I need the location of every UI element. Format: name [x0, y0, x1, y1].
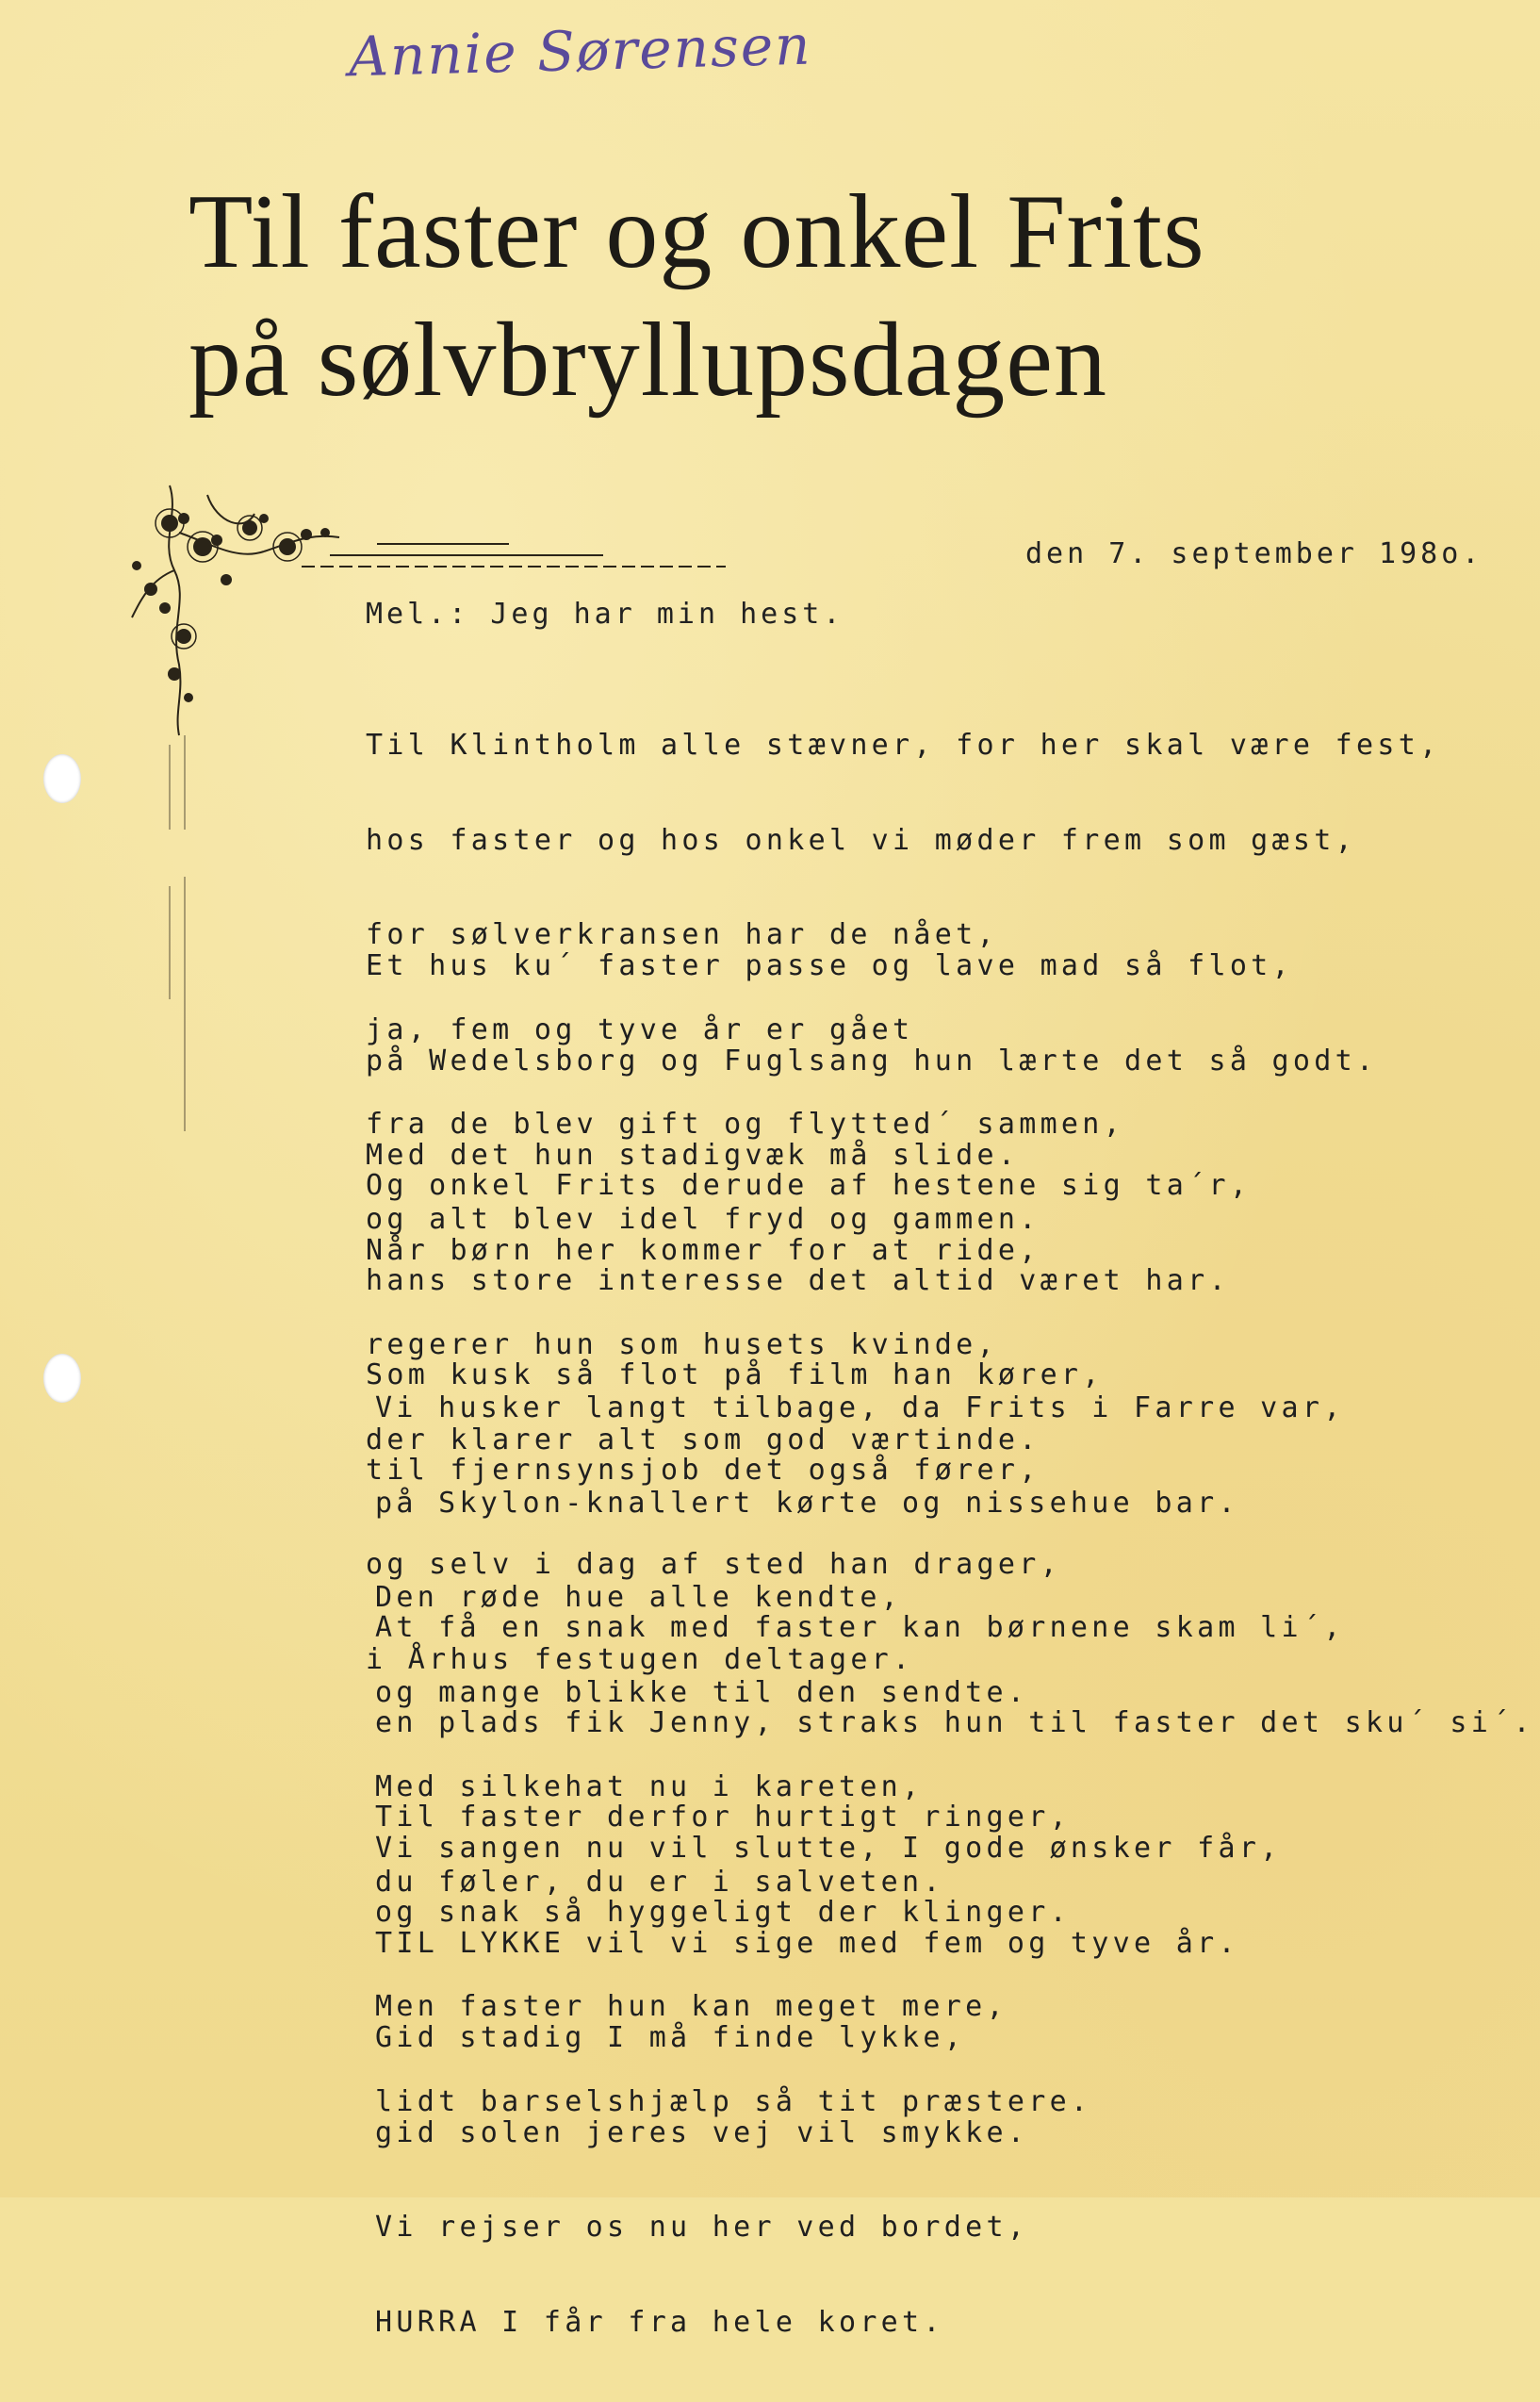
verse-line: Med det hun stadigvæk må slide. [366, 1139, 1020, 1172]
handwritten-signature: Annie Sørensen [348, 12, 813, 90]
title-line-2: på sølvbryllupsdagen [188, 302, 1107, 419]
verse-line: Til faster derfor hurtigt ringer, [375, 1801, 1071, 1834]
verse-line: Vi husker langt tilbage, da Frits i Farre var, [375, 1391, 1345, 1424]
verse-line: og alt blev idel fryd og gammen. [366, 1202, 1040, 1236]
verse-line: du føler, du er i salveten. [375, 1865, 944, 1899]
margin-rule [0, 0, 207, 1320]
punch-hole-top [43, 754, 81, 803]
title-line-1: Til faster og onkel Frits [188, 173, 1205, 290]
verse-line: Den røde hue alle kendte, [375, 1581, 903, 1614]
verse-line: og selv i dag af sted han drager, [366, 1548, 1061, 1581]
verse-line: Gid stadig I må finde lykke, [375, 2021, 966, 2054]
verse-line: lidt barselshjælp så tit præstere. [375, 2084, 1092, 2118]
document-date: den 7. september 198o. [1025, 537, 1483, 570]
verse-line: til fjernsynsjob det også fører, [366, 1453, 1040, 1487]
verse-line: på Skylon-knallert kørte og nissehue bar. [375, 1486, 1239, 1520]
verse-line: fra de blev gift og flytted´ sammen, [366, 1108, 1125, 1141]
verse-line: Når børn her kommer for at ride, [366, 1233, 1040, 1267]
verse-line: HURRA I får fra hele koret. [375, 2305, 944, 2339]
verse-line: Vi rejser os nu her ved bordet, [375, 2211, 1029, 2244]
punch-hole-bottom [43, 1354, 81, 1403]
verse-line: regerer hun som husets kvinde, [366, 1328, 998, 1361]
verse-6 [375, 1769, 1282, 2401]
verse-line: Som kusk så flot på film han kører, [366, 1358, 1104, 1391]
melody-note: Mel.: Jeg har min hest. [366, 598, 844, 631]
verse-line: i Århus festugen deltager. [366, 1642, 914, 1676]
verse-line: Men faster hun kan meget mere, [375, 1990, 1008, 2023]
verse-line: og mange blikke til den sendte. [375, 1675, 1029, 1709]
verse-line: Og onkel Frits derude af hestene sig ta´r, [366, 1169, 1252, 1202]
verse-line: en plads fik Jenny, straks hun til faster det sku´ si´. [375, 1705, 1534, 1739]
verse-line: på Wedelsborg og Fuglsang hun lærte det så godt. [366, 1044, 1378, 1078]
verse-line: At få en snak med faster kan børnene skam li´, [375, 1611, 1345, 1644]
verse-line: TIL LYKKE vil vi sige med fem og tyve år. [375, 1926, 1239, 1960]
verse-line: ja, fem og tyve år er gået [366, 1012, 914, 1046]
verse-line: og snak så hyggeligt der klinger. [375, 1895, 1071, 1929]
verse-line: Vi sangen nu vil slutte, I gode ønsker får, [375, 1832, 1282, 1865]
verse-line: der klarer alt som god værtinde. [366, 1423, 1040, 1456]
verse-line: Et hus ku´ faster passe og lave mad så flot, [366, 949, 1293, 982]
verse-line: Med silkehat nu i kareten, [375, 1770, 924, 1803]
verse-line: for sølverkransen har de nået, [366, 918, 998, 951]
page-title [188, 168, 1205, 424]
verse-line: Til Klintholm alle stævner, for her skal være fest, [366, 729, 1441, 762]
verse-line: hans store interesse det altid været har. [366, 1263, 1230, 1297]
verse-line: gid solen jeres vej vil smykke. [375, 2115, 1029, 2149]
verse-line: hos faster og hos onkel vi møder frem som gæst, [366, 823, 1356, 857]
